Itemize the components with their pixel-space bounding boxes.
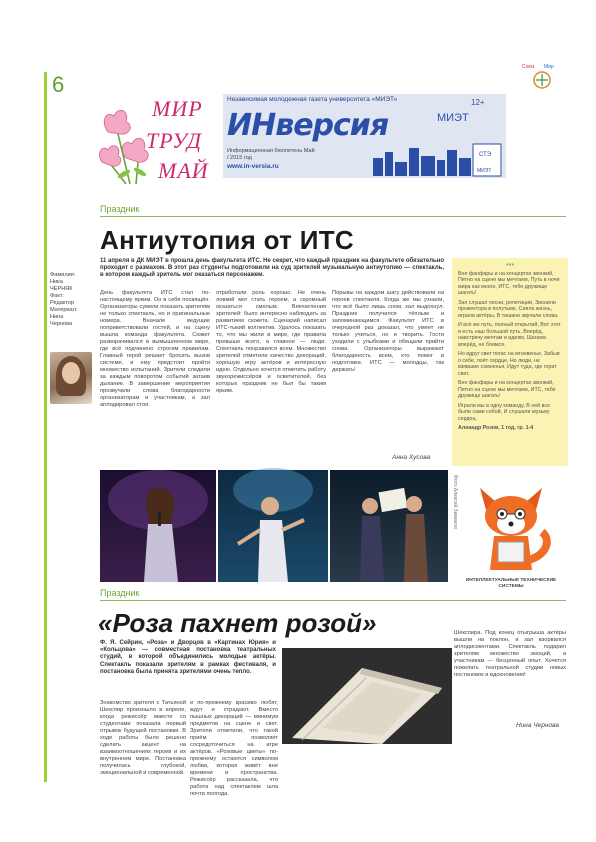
poem-box bbox=[452, 258, 568, 466]
article1-rubric-rule bbox=[100, 216, 566, 217]
fox-caption: ИНТЕЛЛЕКТУАЛЬНЫЕ ТЕХНИЧЕСКИЕ СИСТЕМЫ bbox=[465, 578, 557, 589]
poem-stanza: Вне фанфары и на концертах звонкий, Пятно на сцене мы мечтаем, ИТС, тебе дружище шагать! bbox=[458, 380, 556, 399]
age-rating: 12+ bbox=[471, 98, 485, 107]
sidebar-line: Фамилия: bbox=[50, 272, 76, 278]
article2-column-2: и по-прежнему красиво любят, ждут и страдают. Вместо пышных декораций — минимум предметов на сцене и свет. Зрители отметили, что такой приём позволяет сосредоточиться на игре актёров. «Розовые цветы» по-прежнему остаются символом любви, которая живёт вне времени и пространства. Режиссёр рассказала, что работа над спектаклем шла почти полгода. bbox=[190, 700, 278, 797]
mtm-word-2: ТРУД bbox=[146, 128, 203, 153]
book-photo bbox=[282, 648, 452, 744]
article2-rubric: Праздник bbox=[100, 588, 140, 598]
sidebar-line: Нина bbox=[50, 314, 64, 320]
site-url: www.in-versia.ru bbox=[227, 163, 279, 170]
sidebar-line: Редактор bbox=[50, 300, 75, 306]
sidebar-line: Чернова bbox=[50, 321, 73, 327]
city-skyline-icon bbox=[373, 144, 503, 176]
article1-column-3: Порывы на каждом шагу действовали на героев спектакля. Когда же мы узнали, что всё было лишь сном, зал выдохнул. Праздник получился тёплым и запоминающимся. Факультет ИТС в очередной раз доказал, что умеет не только учиться, но и творить. Гости уходили с улыбками и обещали прийти снова. Организаторы выражают благодарность всем, кто помог в подготовке. ИТС — молодцы, так держать! bbox=[332, 290, 444, 373]
sponsor-logo-icon bbox=[522, 60, 562, 96]
photo-credit: Фото Алексей Зиминов bbox=[452, 475, 458, 529]
sidebar-line: ЧЕРНЯК bbox=[50, 286, 73, 292]
article1-lead: 11 апреля в ДК МИЭТ в прошла день факультета ИТС. Не секрет, что каждый праздник на факультете обязательно проходит с размахом. В этот раз студенты подготовили на суд зрителей музыкальную антиутопию — спектакль, в котором каждый зритель мог оказаться персонажем. bbox=[100, 258, 444, 279]
margin-green-bar bbox=[44, 72, 47, 782]
masthead-tagline: Независимая молодежная газета университета «МИЭТ» bbox=[227, 96, 398, 103]
fox-mascot-icon bbox=[466, 480, 556, 576]
article1-column-2: отработали роль хорошо. Не очень ловкий мог стать героем, а скромный оказаться смелым. Впечатления зрителей: было интересно наблюдать за развитием сюжета. Сценарий написал ИТС-тыкий коллектив. Удалось показать то, что мы жили в мире, где правила превыше всего, а главное — люди. Спектакль понравился всем. Множество зрителей отметили качество декораций, хорошую игру актёров и интересную идею. Отдельно хочется отметить работу звукорежиссёров и осветителей, без которых праздник не был бы таким ярким. bbox=[216, 290, 326, 394]
poem-stanza: Зал слушал песни, репетиции, Звонили прожектора в полутьме, Сияла жизнь, играли актёры, В тишине звучали слова. bbox=[458, 299, 559, 319]
sidebar-line: Факт: bbox=[50, 293, 64, 299]
sidebar-line: Ника bbox=[50, 279, 63, 285]
svg-text:СТЭ: СТЭ bbox=[479, 152, 492, 158]
mtm-word-3: МАЙ bbox=[158, 158, 209, 183]
newspaper-brand: ИНверсия bbox=[227, 108, 389, 143]
article1-byline: Анна Хусова bbox=[392, 454, 431, 461]
photo-singer bbox=[100, 470, 216, 582]
article2-byline: Нина Чернова bbox=[516, 722, 559, 729]
page-number: 6 bbox=[52, 72, 65, 97]
issue-info: Информационная бюллетень Май / 2015 год bbox=[227, 148, 315, 161]
inversia-masthead bbox=[223, 94, 506, 178]
svg-text:Союз: Союз bbox=[522, 64, 535, 70]
article2-rubric-rule bbox=[100, 600, 566, 601]
article2-column-3: Шекспира. Под конец отыгрыша актёры вышли на поклон, и зал взорвался аплодисментами. Спектакль подарил зрителям множество эмоций, а участникам — бесценный опыт. Хочется пожелать театральной студии новых постановок и вдохновения! bbox=[454, 630, 566, 678]
poem-dots: *** bbox=[505, 263, 515, 270]
article1-column-1: День факультета ИТС стал по-настоящему ярким. Он в себя посвящён. Организаторы сумели показать зрителям не только спектакль, но и оригинальные номера. Вначале ведущие поприветствовали гостей, и на сцену вышла команда факультета. Сюжет разворачивался в вымышленном мире, где всё подчинено строгим правилам. Главный герой решает бросить вызов системе, и ему предстоит пройти множество испытаний. Зрители следили за каждым поворотом событий затаив дыхание. В завершение мероприятия прозвучали слова благодарности организаторам и участникам, а зал аплодировал стоя. bbox=[100, 290, 210, 408]
poem-author: Алиандр Розов, 1 год, гр. 1-4 bbox=[458, 425, 534, 431]
article2-lead: Ф. Я. Сейрин, «Роза» и Дворцов в «Картинах Юрия» и «Кольцова» — совместная постановка театральных студий, в которой объединились молодые актёры. Спектакль показали зрителям в рамках фестиваля, и постановка была принята зрителями очень тепло. bbox=[100, 640, 276, 675]
poem-stanza: Но вдруг свет погас на мгновенье, Забыв о себе, поёт сердце, Но люди, не взявшие сомненья, Идут туда, где горит свет. bbox=[458, 351, 560, 377]
photo-actor bbox=[218, 470, 328, 582]
author-avatar bbox=[50, 352, 92, 404]
poem-stanza: Играли мы в одну команду, В ней все были сами собой, И слушали музыку сердец. bbox=[458, 402, 550, 422]
svg-text:Мир: Мир bbox=[544, 64, 554, 70]
poem-stanza: Вне фанфары и на концертах звонкий, Пятно на сцене мы мечтаем, Путь в ночи мира как много, ИТС, тебе дружище шагать! bbox=[458, 270, 560, 296]
poem-stanza: И всё же путь, полный открытий, Вот этот и есть наш большой путь, Вперёд, навстречу мечтам и идеям, Шагаем вперёд, не боимся. bbox=[458, 322, 561, 348]
article2-column-1: Знакомство зрителя с Татьяной Шекспир произошло в апреле, когда режиссёр вместе со студентами показала первый отрывок будущей постановки. В ходе работы было решено сделать акцент на взаимоотношениях героев и их внутреннем мире. Постановка получилась глубокой, эмоциональной и современной. bbox=[100, 700, 186, 776]
masthead-header bbox=[96, 86, 506, 186]
sidebar-line: Материал: bbox=[50, 307, 78, 313]
mtm-word-1: МИР bbox=[152, 96, 203, 121]
svg-text:МИЭТ: МИЭТ bbox=[477, 168, 492, 174]
article1-rubric: Праздник bbox=[100, 204, 140, 214]
miet-label: МИЭТ bbox=[437, 112, 469, 124]
article2-headline: «Роза пахнет розой» bbox=[98, 608, 377, 638]
author-sidebar bbox=[50, 272, 90, 328]
mir-trud-mai-logo bbox=[96, 92, 218, 186]
article1-headline: Антиутопия от ИТС bbox=[100, 225, 354, 255]
photo-couple bbox=[330, 470, 448, 582]
